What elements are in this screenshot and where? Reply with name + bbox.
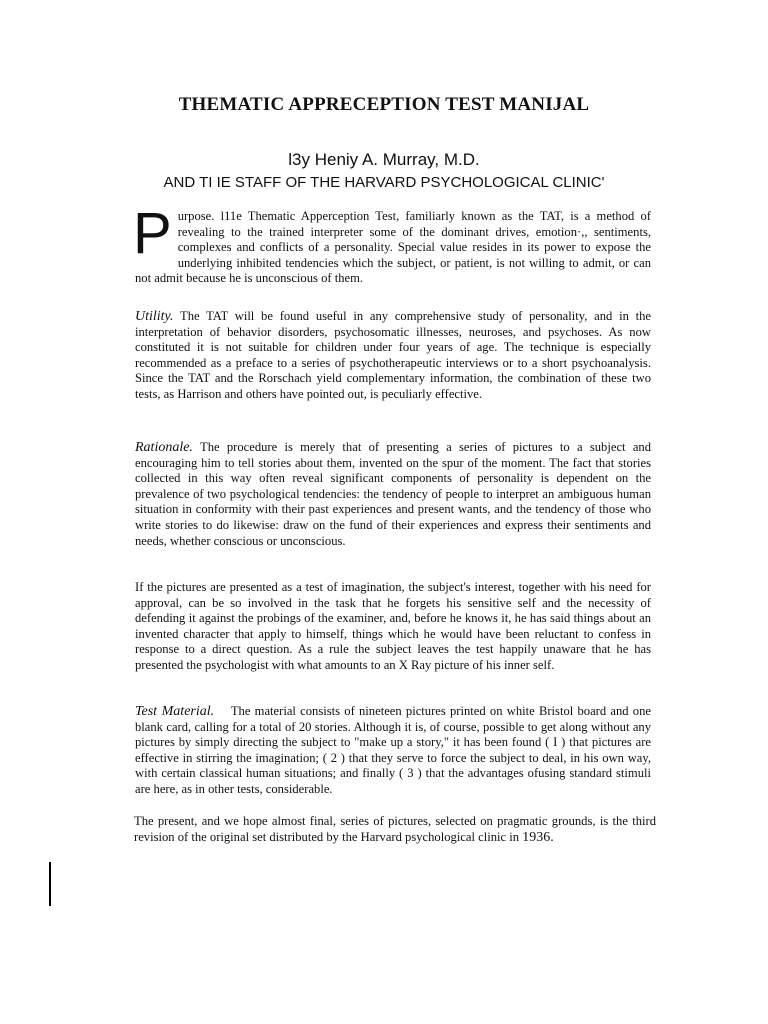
present-year: 1936. bbox=[522, 829, 554, 845]
test-material-text: The material consists of nineteen pictures printed on white Bristol board and one blank card, calling for a total of 20 stories. Although it is, of course, possible to get along without any pictures by simply directing the subject to "make up a story," it has been found ( I ) that pictures are effective in stirring the imagination; ( 2 ) that they serve to force the subject to deal, in his own way, with certain classical human situations; and finally ( 3 ) that the advantages ofusing standard stimuli are here, as in other tests, considerable. bbox=[135, 704, 655, 796]
purpose-text: urpose. l11e Thematic Apperception Test, familiarly known as the TAT, is a method of revealing to the trained interpreter some of the dominant drives, emotion·,, sentiments, complexes and conflicts of a personality. Special value resides in its power to expose the underlying inhibited tendencies which the subject, or patient, is not willing to admit, or can not admit because he is unconscious of them. bbox=[135, 209, 651, 286]
test-material-paragraph bbox=[135, 704, 655, 798]
utility-heading: Utility. bbox=[135, 309, 174, 324]
document-title: THEMATIC APPRECEPTION TEST MANIJAL bbox=[178, 94, 590, 115]
utility-paragraph bbox=[135, 309, 651, 403]
utility-text: The TAT will be found useful in any comprehensive study of personality, and in the interpretation of behavior disorders, psychosomatic illnesses, neuroses, and psychoses. As now constituted it is not suitable for children under four years of age. The technique is especially recommended as a preface to a series of psychotherapeutic interviews or to a short psychoanalysis. Since the TAT and the Rorschach yield complementary information, the combination of these two tests, as Harrison and others have pointed out, is peculiarly effective. bbox=[135, 309, 651, 401]
purpose-paragraph bbox=[133, 201, 651, 287]
margin-mark bbox=[49, 862, 51, 906]
imagination-paragraph bbox=[135, 580, 651, 674]
imagination-text: If the pictures are presented as a test of imagination, the subject's interest, together with his need for approval, can be so involved in the task that he forgets his sensitive self and the necessity of defending it against the probings of the examiner, and, before he knows it, he has said things about an invented character that apply to himself, things which he would have been reluctant to confess in response to a direct question. As a rule the subject leaves the test happily unaware that he has presented the psychologist with what amounts to an X Ray picture of his inner self. bbox=[135, 580, 651, 672]
present-text: The present, and we hope almost final, series of pictures, selected on pragmatic grounds, is the third revision of the original set distributed by the Harvard psychological clinic in bbox=[134, 814, 656, 844]
present-paragraph bbox=[134, 814, 656, 845]
author-line: l3y Heniy A. Murray, M.D. bbox=[288, 150, 480, 169]
rationale-text: The procedure is merely that of presenting a series of pictures to a subject and encouraging him to tell stories about them, invented on the spur of the moment. The fact that stories collected in this way often reveal significant components of personality is dependent on the prevalence of two psychological tendencies: the tendency of people to interpret an ambiguous human situation in conformity with their past experiences and present wants, and the tendency of those who write stories to do likewise: draw on the fund of their experiences and express their sentiments and needs, whether conscious or unconscious. bbox=[135, 440, 651, 548]
rationale-paragraph bbox=[135, 440, 651, 549]
rationale-heading: Rationale. bbox=[135, 440, 193, 455]
test-material-heading: Test Material. bbox=[135, 704, 215, 719]
drop-cap: P bbox=[133, 201, 172, 266]
staff-line: AND TI IE STAFF OF THE HARVARD PSYCHOLOGICAL CLINIC' bbox=[163, 174, 605, 191]
